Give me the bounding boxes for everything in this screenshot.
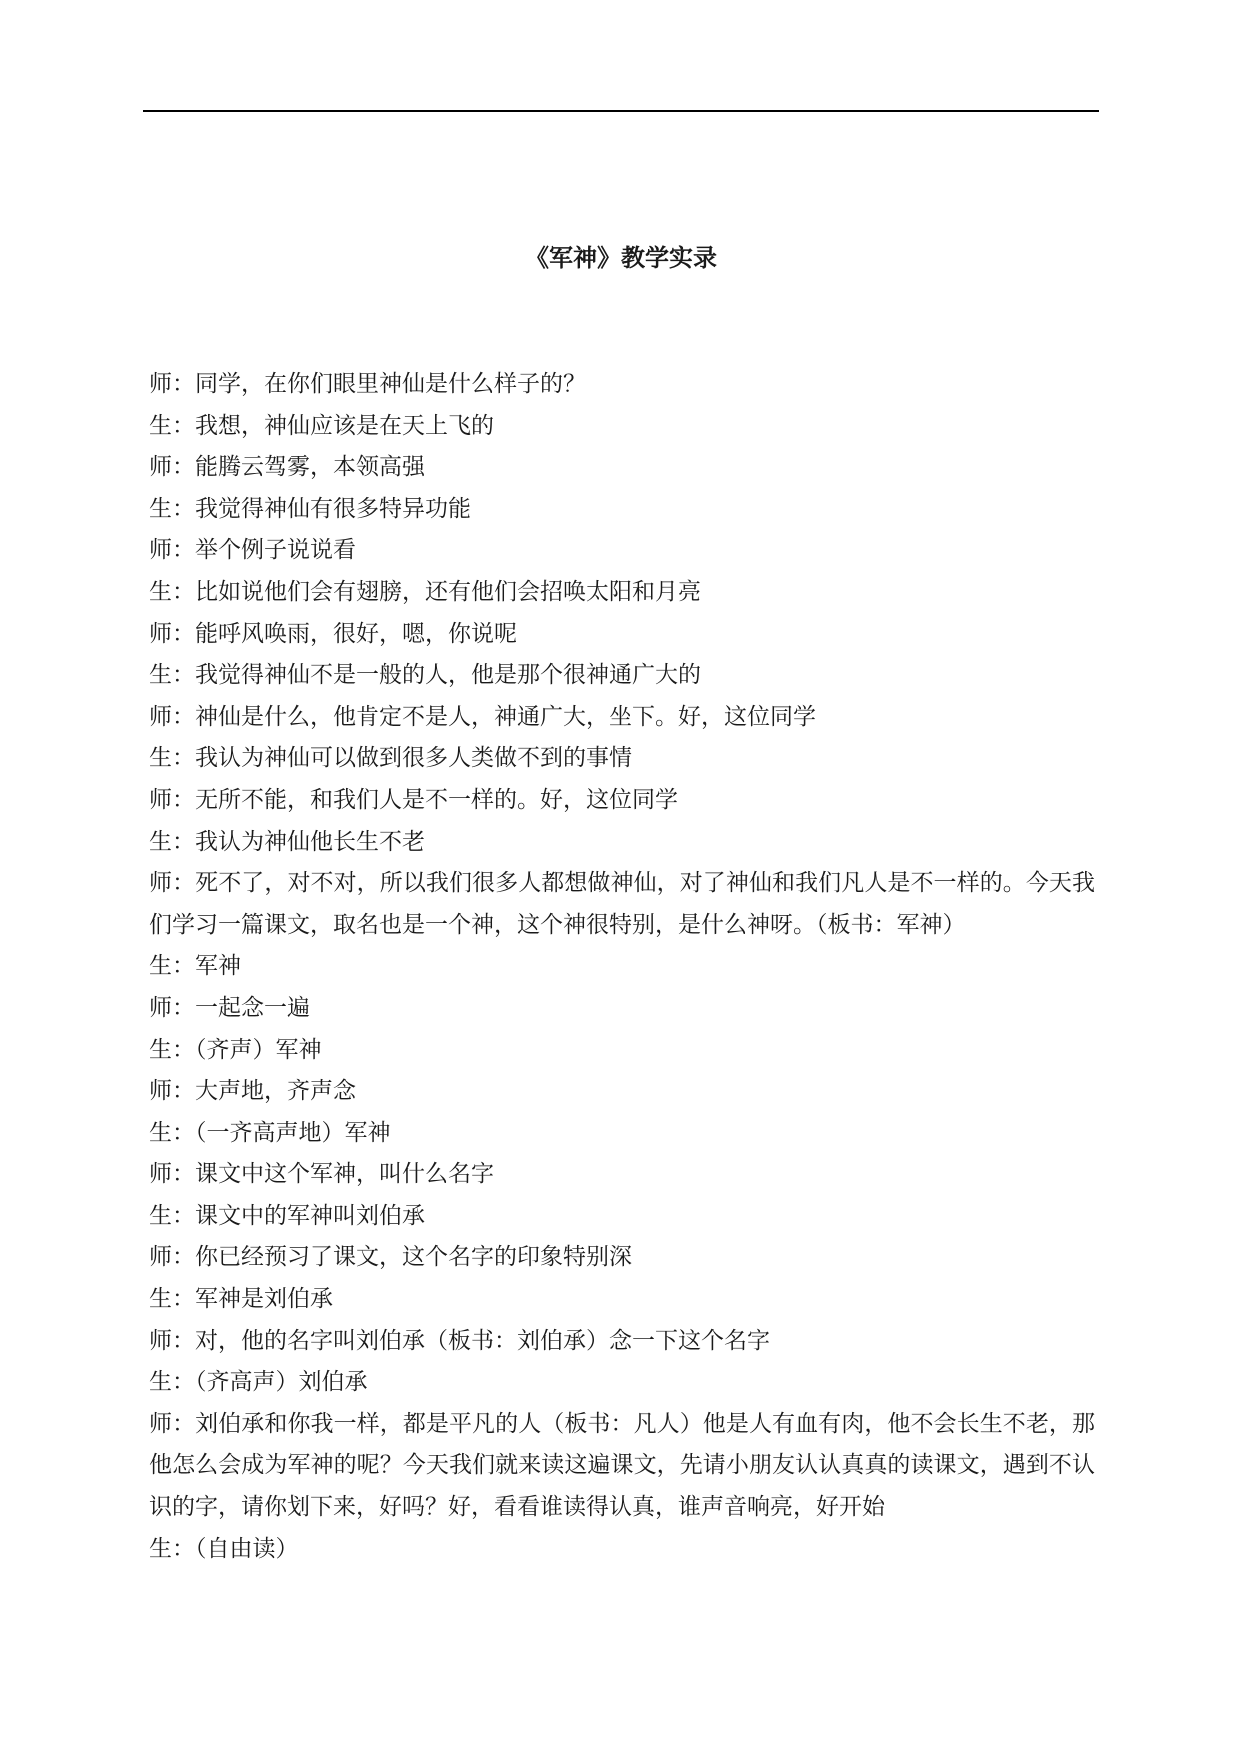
document-title: 《军神》教学实录 [525,243,717,272]
transcript-line: 师：举个例子说说看 [149,537,356,564]
transcript-line: 师：神仙是什么，他肯定不是人，神通广大，坐下。好，这位同学 [149,703,816,730]
transcript-line: 生：我认为神仙可以做到很多人类做不到的事情 [149,745,632,772]
transcript-body [149,364,1095,1570]
transcript-line: 生：我觉得神仙有很多特异功能 [149,495,471,522]
transcript-line: 生：我认为神仙他长生不老 [149,828,425,855]
transcript-line: 生：军神是刘伯承 [149,1286,333,1313]
transcript-line: 生：我觉得神仙不是一般的人，他是那个很神通广大的 [149,662,701,689]
transcript-line: 生：（齐高声）刘伯承 [149,1369,368,1396]
transcript-line: 生：比如说他们会有翅膀，还有他们会招唤太阳和月亮 [149,578,701,605]
transcript-line: 生：（一齐高声地）军神 [149,1119,391,1146]
transcript-line: 生：我想，神仙应该是在天上飞的 [149,412,494,439]
transcript-line: 师：课文中这个军神，叫什么名字 [149,1161,494,1188]
transcript-line: 师：一起念一遍 [149,994,310,1021]
transcript-line: 师：能腾云驾雾，本领高强 [149,454,425,481]
header-rule [143,110,1099,112]
transcript-line: 师：你已经预习了课文，这个名字的印象特别深 [149,1244,632,1271]
transcript-line: 生：课文中的军神叫刘伯承 [149,1202,425,1229]
transcript-line: 生：军神 [149,953,241,980]
transcript-line: 师：同学，在你们眼里神仙是什么样子的？ [149,371,586,397]
transcript-line: 生：（自由读） [149,1535,299,1562]
transcript-line: 师：刘伯承和你我一样，都是平凡的人（板书：凡人）他是人有血有肉，他不会长生不老，那他怎么会成为军神的呢？今天我们就来读这遍课文，先请小朋友认认真真的读课文，遇到不认识的字，请你划下来，好吗？好，看看谁读得认真，谁声音响亮，好开始 [149,1410,1095,1521]
transcript-line: 师：能呼风唤雨，很好，嗯，你说呢 [149,620,517,647]
transcript-line: 师：对，他的名字叫刘伯承（板书：刘伯承）念一下这个名字 [149,1327,770,1354]
transcript-line: 师：死不了，对不对，所以我们很多人都想做神仙，对了神仙和我们凡人是不一样的。今天我们学习一篇课文，取名也是一个神，这个神很特别，是什么神呀。（板书：军神） [149,870,1095,938]
transcript-line: 生：（齐声）军神 [149,1036,322,1063]
transcript-line: 师：无所不能，和我们人是不一样的。好，这位同学 [149,786,678,813]
transcript-line: 师：大声地，齐声念 [149,1078,356,1105]
